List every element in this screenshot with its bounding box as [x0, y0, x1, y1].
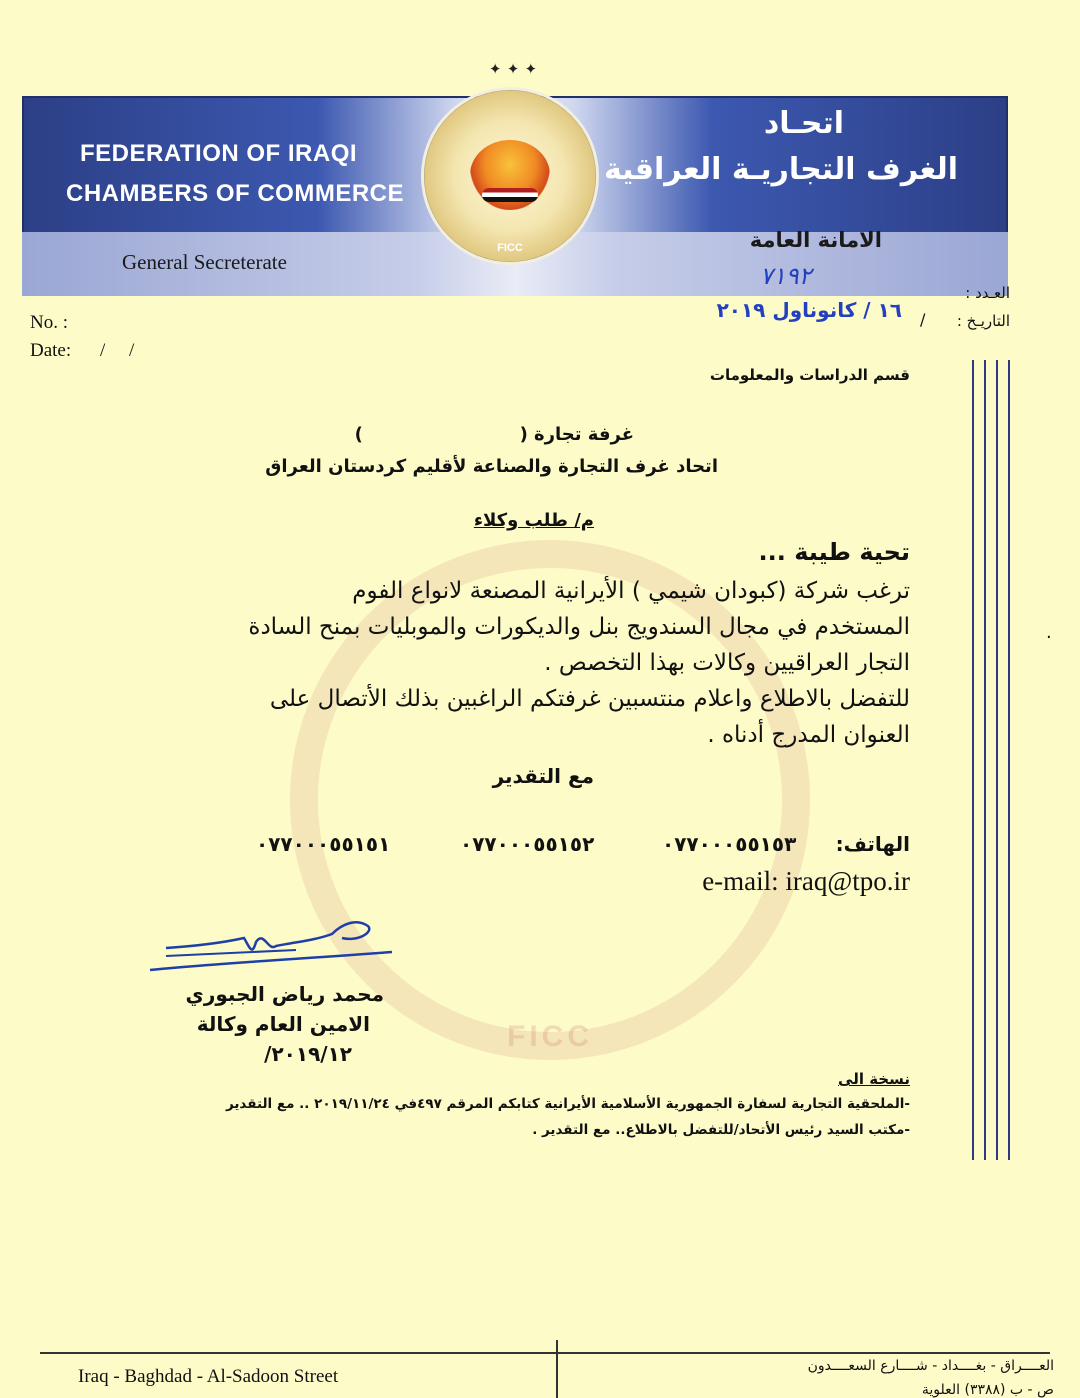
margin-line	[984, 360, 986, 1160]
footer-separator	[556, 1340, 558, 1398]
recipient-line2: اتحاد غرف التجارة والصناعة لأقليم كردستان العراق	[265, 456, 718, 477]
phone-number: ٠٧٧٠٠٠٥٥١٥٢	[460, 832, 595, 856]
paragraph-line: التجار العراقيين وكالات بهذا التخصص .	[544, 650, 910, 676]
watermark-text: FICC	[507, 1020, 593, 1053]
date-label-ar: التاريـخ :	[956, 312, 1010, 330]
handwritten-signature	[146, 912, 396, 982]
copies-heading: نسخة الى	[838, 1070, 910, 1088]
email-address: e-mail: iraq@tpo.ir	[702, 866, 910, 896]
phone-number: ٠٧٧٠٠٠٥٥١٥١	[256, 832, 391, 856]
emblem-flag-band-icon	[482, 188, 538, 202]
subject-line: م/ طلب وكلاء	[473, 510, 594, 531]
number-label-en: No. :	[30, 312, 68, 333]
copy-recipient: -الملحقية التجارية لسفارة الجمهورية الأسلامية الأيرانية كتابكم المرقم ٤٩٧في ٢٠١٩/١١/٢٤ .. مع التقدير	[225, 1096, 910, 1112]
paragraph-line: ترغب شركة (كبودان شيمي ) الأيرانية المصنعة لانواع الفوم	[352, 578, 910, 604]
paragraph-line: للتفضل بالاطلاع واعلام منتسبين غرفتكم الراغبين بذلك الأتصال على	[269, 686, 910, 712]
signatory-name: محمد رياض الجبوري	[185, 982, 384, 1006]
paragraph-line: المستخدم في مجال السندويج بنل والديكورات والموبليات بمنح السادة	[248, 614, 910, 640]
signature-date: ٢٠١٩/١٢/	[264, 1042, 352, 1066]
margin-line	[972, 360, 974, 1160]
margin-dot: .	[1046, 622, 1052, 643]
handwritten-date: ١٦ / كانوناول ٢٠١٩	[716, 298, 902, 322]
phone-number: ٠٧٧٠٠٠٥٥١٥٣	[662, 832, 797, 856]
margin-line	[1008, 360, 1010, 1160]
footer-address-ar: العــــراق - بغــــداد - شــــارع السعــــدون	[807, 1358, 1054, 1374]
footer-divider	[40, 1352, 1050, 1354]
header-subtitle-ar: الامانة العامة	[749, 228, 882, 252]
emblem-label: FICC	[497, 242, 523, 254]
top-calligraphy-emblem: ✦ ✦ ✦	[488, 60, 538, 78]
date-label-en: Date:	[30, 340, 72, 361]
copy-recipient: -مكتب السيد رئيس الأتحاد/للتفضل بالاطلاع.. مع التقدير .	[532, 1122, 910, 1138]
header-title-en-line1: FEDERATION OF IRAQI	[80, 140, 358, 167]
footer-pobox-ar: ص - ب (٣٣٨٨) العلوية	[921, 1382, 1054, 1398]
phone-label: الهاتف:	[835, 832, 910, 856]
paragraph-line: العنوان المدرج أدناه .	[707, 722, 910, 748]
closing-regards: مع التقدير	[492, 764, 594, 788]
recipient-line1: غرفة تجارة ( )	[354, 424, 634, 445]
signatory-title: الامين العام وكالة	[196, 1012, 370, 1036]
number-label-ar: العـدد :	[965, 284, 1010, 302]
header-title-ar-line1: اتحـاد	[763, 106, 844, 141]
department-name: قسم الدراسات والمعلومات	[709, 366, 910, 384]
margin-line	[996, 360, 998, 1160]
header-subtitle-en: General Secreterate	[122, 250, 287, 274]
date-slashes-en: / /	[100, 340, 135, 361]
header-title-ar-line2: الغرف التجاريـة العراقية	[603, 152, 958, 187]
greeting: تحية طيبة ...	[758, 538, 910, 566]
date-slash-ar: /	[920, 310, 926, 329]
handwritten-number: ٧١٩٢	[760, 262, 812, 290]
footer-address-en: Iraq - Baghdad - Al-Sadoon Street	[78, 1366, 339, 1387]
header-title-en-line2: CHAMBERS OF COMMERCE	[66, 180, 404, 207]
